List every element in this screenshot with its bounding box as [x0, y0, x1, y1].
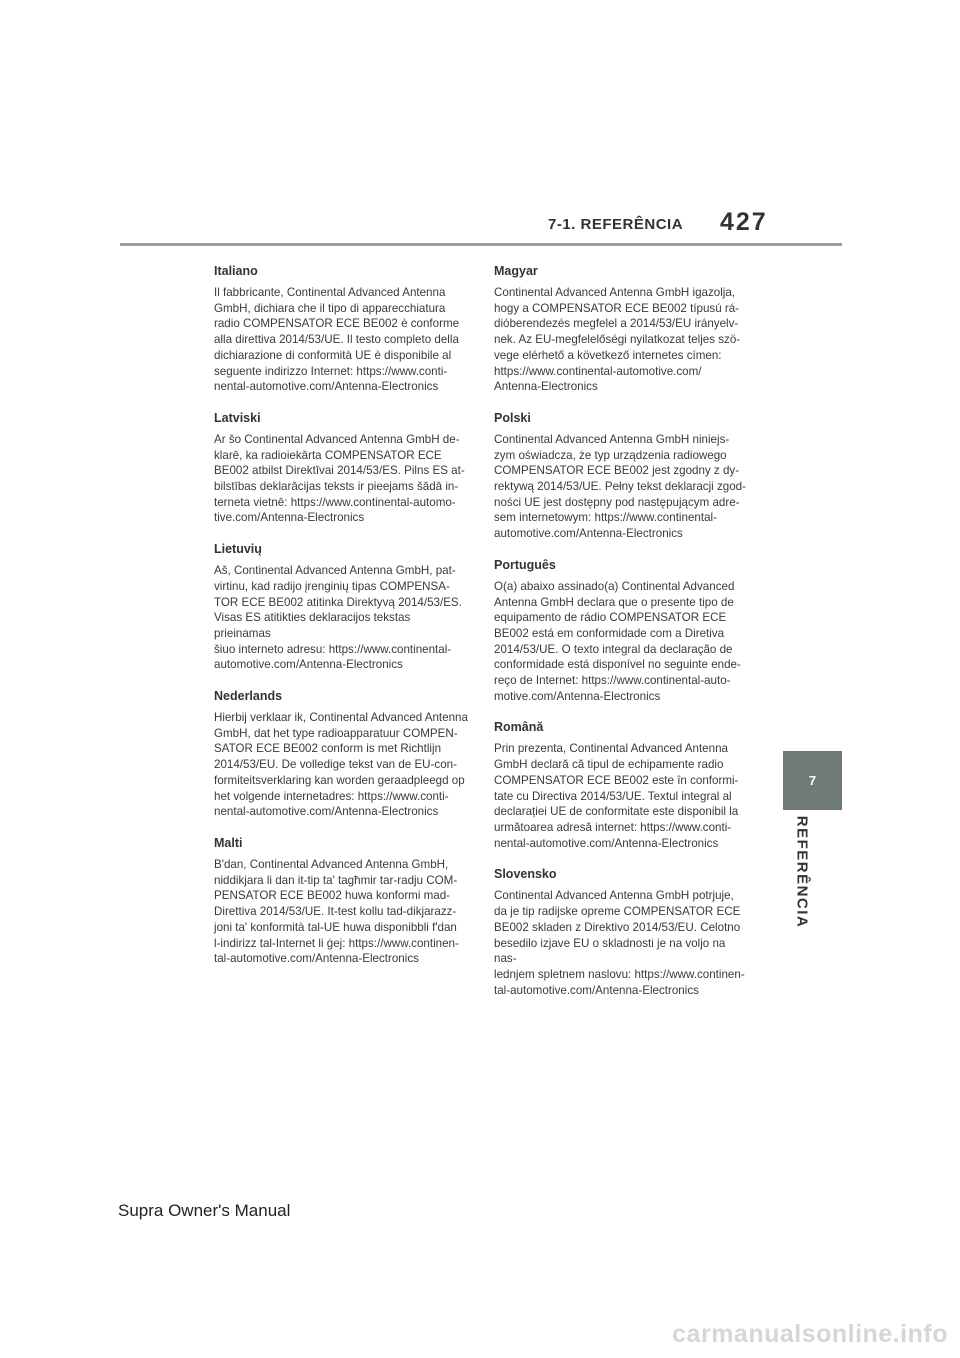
section-heading: Italiano — [214, 264, 258, 278]
language-section-portugues — [494, 557, 748, 705]
language-section-polski — [494, 410, 748, 542]
language-section-malti — [214, 835, 468, 967]
language-section-lietuviu — [214, 541, 468, 673]
section-heading: Latviski — [214, 410, 261, 425]
left-column — [214, 263, 468, 982]
section-heading: Slovensko — [494, 867, 557, 882]
section-text: Continental Advanced Antenna GmbH niniejs- zym oświadcza, że typ urządzenia radiowego COMPENSATOR ECE BE002 jest zgodny z dy- rektywą 2014/53/UE. Pełny tekst deklaracji zgod- ności UE jest dostępny pod następującym adre- sem internetowym: https://www.continental- automotive.com/Antenna-Electronics — [494, 432, 746, 541]
section-text: Continental Advanced Antenna GmbH potrjuje, da je tip radijske opreme COMPENSATOR ECE BE002 skladen z Direktivo 2014/53/EU. Celotno besedilo izjave EU o skladnosti je na voljo na nas- lednjem spletnem naslovu: https://www.continen- tal-automotive.com/Antenna-Electronics — [494, 889, 745, 997]
chapter-side-label-text: REFERÊNCIA — [793, 815, 811, 929]
section-text: Continental Advanced Antenna GmbH igazolja, hogy a COMPENSATOR ECE BE002 típusú rá- dióberendezés megfelel a 2014/53/EU irányelv- nek. Az EU-megfelelőségi nyilatkozat teljes szö- vege elérhető a következő internetes címen: https://www.continental-automotive.com/ Antenna-Electronics — [494, 286, 741, 394]
page-number: 427 — [720, 208, 768, 236]
section-heading: Nederlands — [214, 689, 283, 704]
section-heading: Português — [494, 557, 556, 572]
section-text: Il fabbricante, Continental Advanced Antenna GmbH, dichiara che il tipo di apparecchiatura radio COMPENSATOR ECE BE002 è conforme alla direttiva 2014/53/UE. Il testo completo della dichiarazione di conformità UE è disponibile al seguente indirizzo Internet: https://www.conti- nental-automotive.com/Antenna-Electronics — [214, 286, 460, 394]
section-title: 7-1. REFERÊNCIA — [548, 216, 684, 233]
section-text: B'dan, Continental Advanced Antenna GmbH, niddikjara li dan it-tip ta' tagħmir tar-radju COM- PENSATOR ECE BE002 huwa konformi mad- Direttiva 2014/53/UE. It-test kollu tad-dikjarazz- joni ta' konformità tal-UE huwa disponibbli f'dan l-indirizz tal-Internet li ġej: https://www.continen- tal-automotive.com/Antenna-Electronics — [214, 857, 459, 966]
section-heading: Polski — [494, 410, 531, 425]
language-section-nederlands — [214, 688, 468, 820]
section-heading: Română — [494, 720, 544, 735]
section-text: Prin prezenta, Continental Advanced Antenna GmbH declară că tipul de echipamente radio COMPENSATOR ECE BE002 este în conformi- tate cu Directiva 2014/53/UE. Textul integral al declarației UE de conformitate este disponibil la următoarea adresă internet: https://www.conti- nental-automotive.com/Antenna-Electronics — [494, 742, 739, 850]
section-text: Ar šo Continental Advanced Antenna GmbH de- klarē, ka radioiekārta COMPENSATOR ECE BE002 atbilst Direktīvai 2014/53/ES. Pilns ES at- bilstības deklarācijas teksts ir pieejams šādā in- terneta vietnē: https://www.continental-automo- tive.com/Antenna-Electronics — [214, 432, 465, 525]
section-heading: Magyar — [494, 264, 538, 278]
watermark: carmanualsonline.info — [672, 1320, 948, 1348]
right-column — [494, 263, 748, 1013]
language-section-latviski — [214, 410, 468, 526]
section-heading: Lietuvių — [214, 542, 262, 557]
section-text: Aš, Continental Advanced Antenna GmbH, pat- virtinu, kad radijo įrenginių tipas COMPENSA- TOR ECE BE002 atitinka Direktyvą 2014/53/ES. Visas ES atitikties deklaracijos tekstas prieinamas šiuo interneto adresu: https://www.continental- automotive.com/Antenna-Electronics — [214, 564, 462, 672]
section-text: Hierbij verklaar ik, Continental Advanced Antenna GmbH, dat het type radioapparatuur COMPEN- SATOR ECE BE002 conform is met Richtlijn 2014/53/EU. De volledige tekst van de EU-con- formiteitsverklaring kan worden geraadpleegd op het volgende internetadres: https://www.conti- nental-automotive.com/Antenna-Electronics — [214, 711, 468, 819]
language-section-romana — [494, 719, 748, 851]
language-section-magyar — [494, 263, 748, 395]
section-heading: Malti — [214, 835, 243, 850]
section-text: O(a) abaixo assinado(a) Continental Advanced Antenna GmbH declara que o presente tipo de equipamento de rádio COMPENSATOR ECE BE002 está em conformidade com a Diretiva 2014/53/UE. O texto integral da declaração de conformidade está disponível no seguinte ende- reço de Internet: https://www.continental-auto- motive.com/Antenna-Electronics — [494, 579, 741, 703]
language-section-italiano — [214, 263, 468, 395]
header-divider — [120, 243, 842, 246]
manual-title: Supra Owner's Manual — [118, 1201, 291, 1220]
chapter-number-tab: 7 — [783, 751, 842, 810]
language-section-slovensko — [494, 866, 748, 998]
